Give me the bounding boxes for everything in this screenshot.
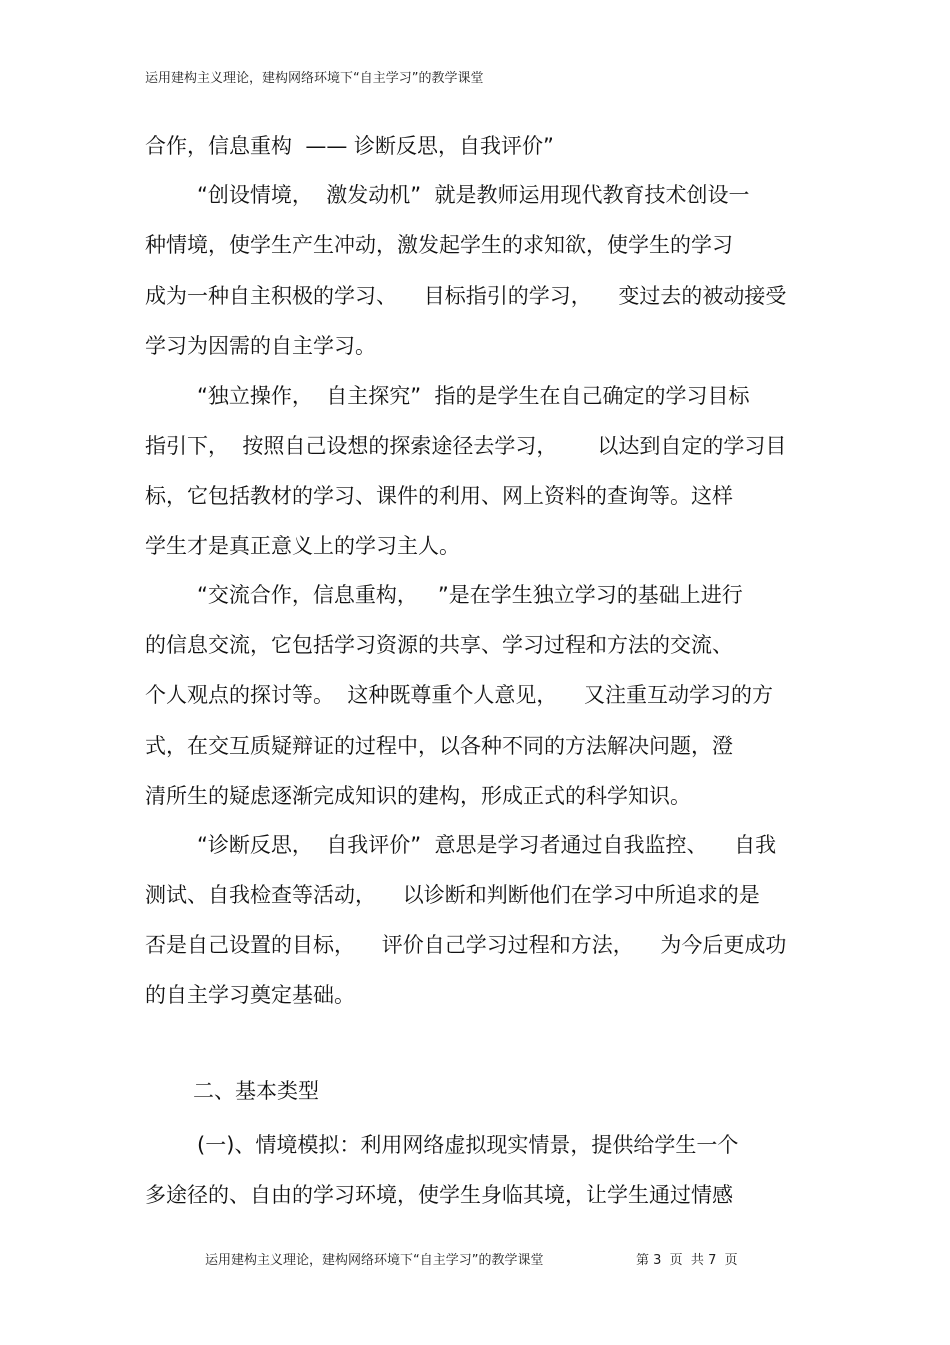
text-line: 学习为因需的自主学习。 xyxy=(145,334,376,358)
text-line: 标，它包括教材的学习、课件的利用、网上资料的查询等。这样 xyxy=(145,484,733,508)
text-line: 学生才是真正意义上的学习主人。 xyxy=(145,534,460,558)
text-line: 式，在交互质疑辩证的过程中，以各种不同的方法解决问题，澄 xyxy=(145,734,733,758)
text-line: 个人观点的探讨等。 这种既尊重个人意见， 又注重互动学习的方 xyxy=(145,683,774,707)
text-line: 否是自己设置的目标， 评价自己学习过程和方法， 为今后更成功 xyxy=(145,933,787,957)
paragraph-start: (一)、情境模拟：利用网络虚拟现实情景，提供给学生一个 xyxy=(197,1133,739,1157)
text-line: 测试、自我检查等活动， 以诊断和判断他们在学习中所追求的是 xyxy=(145,883,760,907)
text-line: 合作，信息重构 —— 诊断反思，自我评价” xyxy=(145,134,554,158)
paragraph-start: “独立操作， 自主探究” 指的是学生在自己确定的学习目标 xyxy=(197,384,750,408)
paragraph-start: “交流合作，信息重构， ”是在学生独立学习的基础上进行 xyxy=(197,583,743,607)
paragraph-start: “创设情境， 激发动机” 就是教师运用现代教育技术创设一 xyxy=(197,183,750,207)
text-line: 成为一种自主积极的学习、 目标指引的学习， 变过去的被动接受 xyxy=(145,284,787,308)
paragraph-start: “诊断反思， 自我评价” 意思是学习者通过自我监控、 自我 xyxy=(197,833,777,857)
page-footer-title: 运用建构主义理论，建构网络环境下“自主学习”的教学课堂 xyxy=(205,1253,544,1268)
section-heading: 二、基本类型 xyxy=(193,1079,319,1103)
text-line: 指引下， 按照自己设想的探索途径去学习， 以达到自定的学习目 xyxy=(145,434,787,458)
page-header: 运用建构主义理论，建构网络环境下“自主学习”的教学课堂 xyxy=(145,71,484,86)
text-line: 多途径的、自由的学习环境，使学生身临其境，让学生通过情感 xyxy=(145,1183,733,1207)
page-number: 第 3 页 共 7 页 xyxy=(636,1253,738,1268)
text-line: 的自主学习奠定基础。 xyxy=(145,983,355,1007)
text-line: 的信息交流，它包括学习资源的共享、学习过程和方法的交流、 xyxy=(145,633,733,657)
text-line: 种情境，使学生产生冲动，激发起学生的求知欲，使学生的学习 xyxy=(145,233,733,257)
text-line: 清所生的疑虑逐渐完成知识的建构，形成正式的科学知识。 xyxy=(145,784,691,808)
